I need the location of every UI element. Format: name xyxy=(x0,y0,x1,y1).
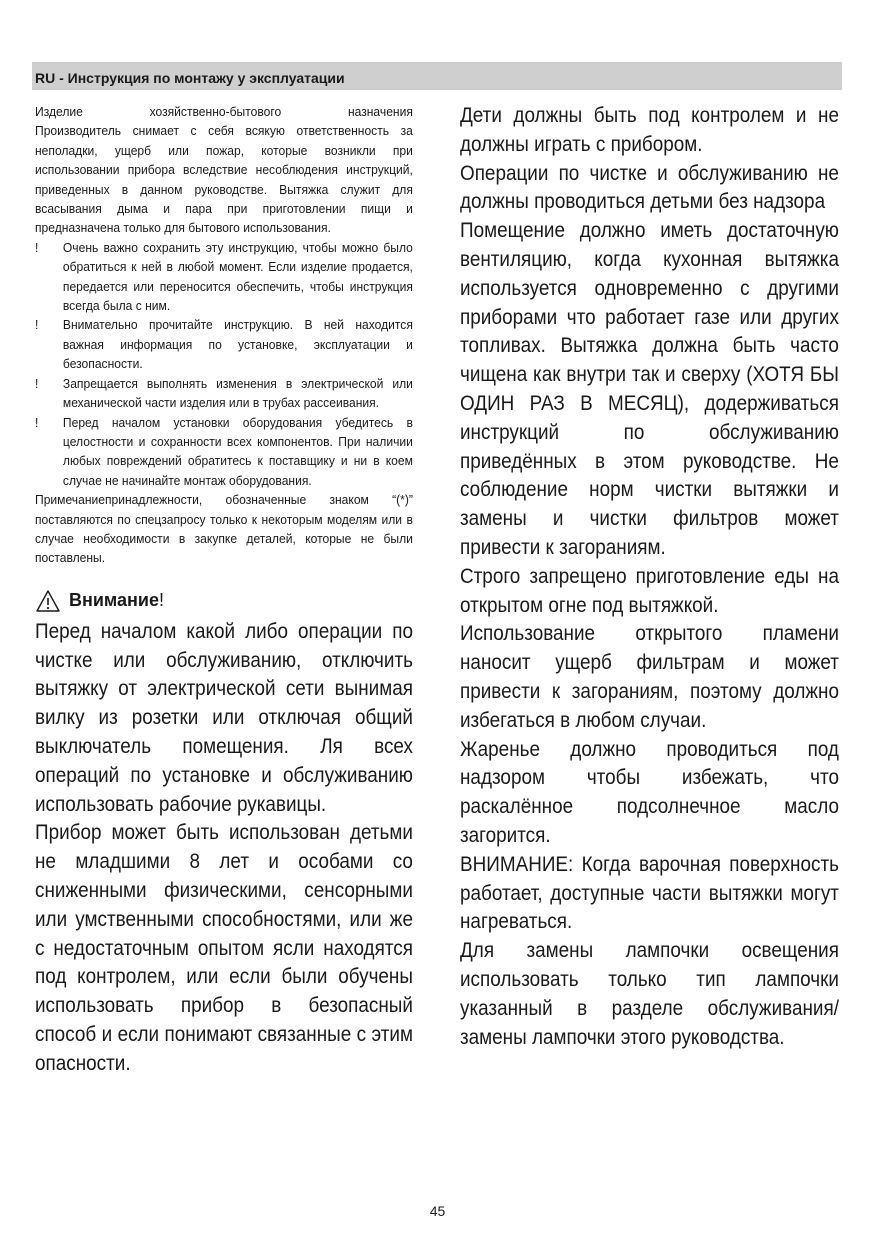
paragraph: Использование открытого пламени наносит ущерб фильтрам и может привести к загораниям, поэтому должно избегаться в любом случаи. xyxy=(460,622,839,732)
note-text: принадлежности, обозначенные знаком “(*)” поставляются по спецзапросу только к некоторым моделям или в случае необходимости в закупке деталей, которые не были поставлены. xyxy=(35,492,413,566)
warning-item xyxy=(35,315,413,373)
attention-exclamation: ! xyxy=(158,590,164,611)
warning-item xyxy=(35,374,413,413)
paragraph: ВНИМАНИЕ: Когда варочная поверхность работает, доступные части вытяжки могут нагреваться. xyxy=(460,852,839,934)
paragraph: Для замены лампочки освещения использовать только тип лампочки указанный в разделе обслуживания/замены лампочки этого руководства. xyxy=(460,939,839,1049)
warning-text: Запрещается выполнять изменения в электрической или механической части изделия или в трубах рассеивания. xyxy=(62,375,413,411)
right-column xyxy=(460,102,839,1052)
warning-text: Очень важно сохранить эту инструкцию, чтобы можно было обратиться к ней в любой момент. Если изделие продается, передается или переносится обеспечить, чтобы инструкция всегда была с ним. xyxy=(62,239,413,314)
warning-item xyxy=(35,238,413,316)
warning-item xyxy=(35,413,413,491)
right-body xyxy=(460,102,839,1052)
left-body xyxy=(35,618,413,1079)
paragraph: Операции по чистке и обслуживанию не должны проводиться детьми без надзора xyxy=(460,161,839,214)
warning-text: Перед началом установки оборудования убедитесь в целостности и сохранности всех компонентов. При наличии любых повреждений обратитесь к поставщику и ни в коем случае не начинайте монтаж оборудования. xyxy=(62,414,413,488)
intro-text: Производитель снимает с себя всякую ответственность за неполадки, ущерб или пожар, которые возникли при использовании прибора вследствие несоблюдения инструкций, приведенных в данном руководстве. Вытяжка служит для всасывания дыма и пара при приготовлении пищи и предназначена только для бытового использования. xyxy=(35,123,413,236)
attention-heading xyxy=(35,584,413,618)
page-number: 45 xyxy=(429,1203,446,1219)
paragraph: Перед началом какой либо операции по чистке или обслуживанию, отключить вытяжку от электрической сети вынимая вилку из розетки или отключая общий выключатель помещения. Ля всех операций по установке и обслуживанию использовать рабочие рукавицы. xyxy=(35,619,413,816)
section-header xyxy=(32,62,842,90)
note-paragraph xyxy=(35,490,413,568)
attention-title: Внимание xyxy=(69,590,159,611)
intro-title: Изделие хозяйственно-бытового назначения xyxy=(35,104,413,119)
exclamation-icon: ! xyxy=(35,375,39,391)
paragraph: Жаренье должно проводиться под надзором чтобы избежать, что раскалённое подсолнечное масло загорится. xyxy=(460,737,839,847)
exclamation-icon: ! xyxy=(35,239,39,255)
exclamation-icon: ! xyxy=(35,414,39,430)
paragraph: Строго запрещено приготовление еды на открытом огне под вытяжкой. xyxy=(460,564,839,617)
paragraph: Дети должны быть под контролем и не должны играть с прибором. xyxy=(460,104,839,156)
left-column xyxy=(35,102,413,1079)
warning-text: Внимательно прочитайте инструкцию. В ней находится важная информация по установке, эксплуатации и безопасности. xyxy=(62,317,413,372)
note-label: Примечание xyxy=(35,492,105,508)
exclamation-icon: ! xyxy=(35,317,39,333)
warning-list xyxy=(35,238,413,490)
intro-block xyxy=(35,102,413,568)
paragraph: Помещение должно иметь достаточную вентиляцию, когда кухонная вытяжка используется одновременно с другими приборами что работает газе или других топливах. Вытяжка должна быть часто чищена как внутри так и сверху (ХОТЯ БЫ ОДИН РАЗ В МЕСЯЦ), додерживаться инструкций по обслуживанию приведённых в этом руководстве. Не соблюдение норм чистки вытяжки и замены и чистки фильтров может привести к загораниям. xyxy=(460,219,839,559)
section-title: RU - Инструкция по монтажу у эксплуатации xyxy=(35,70,345,86)
paragraph: Прибор может быть использован детьми не младшими 8 лет и особами со сниженными физическими, сенсорными или умственными способностями, или же с недостаточным опытом ясли находятся под контролем, или если были обучены использовать прибор в безопасный способ и если понимают связанные с этим опасности. xyxy=(35,821,413,1075)
warning-triangle-icon xyxy=(35,589,61,613)
